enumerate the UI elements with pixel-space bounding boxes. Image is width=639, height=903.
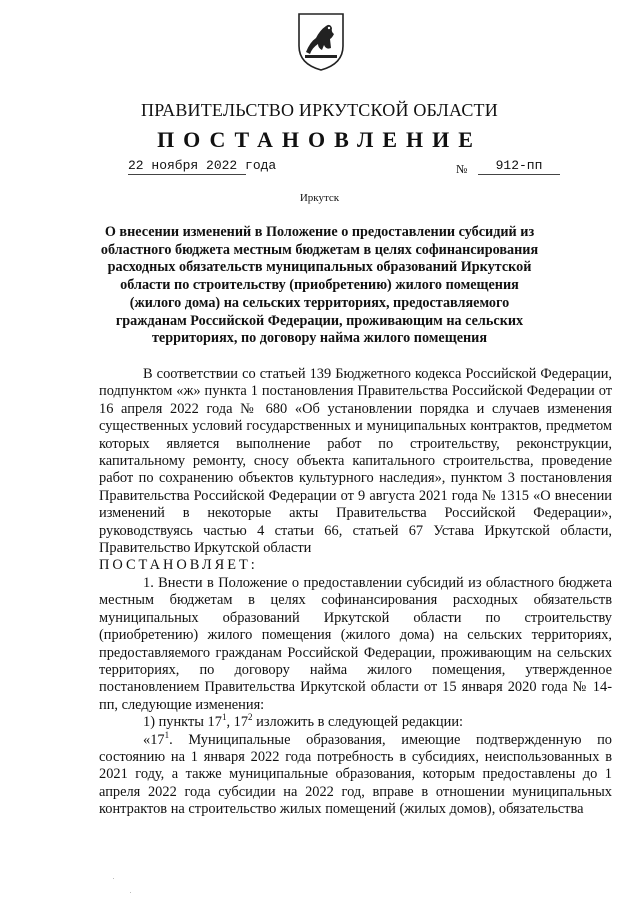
decree-date: 22 ноября 2022 года	[128, 158, 277, 173]
government-name: ПРАВИТЕЛЬСТВО ИРКУТСКОЙ ОБЛАСТИ	[141, 100, 498, 120]
quote-text: . Муниципальные образования, имеющие подтвержденную по состоянию на 1 января 2022 года потребность в субсидиях, неиспользованных в 2021 году, а также муниципальные образования, которым предоставлены до 1 апреля 2022 года субсидии на 2022 год, вправе в отношении муниципальных контрактов на строительство жилых помещений (жилых домов), обязательства	[99, 731, 612, 818]
number-sign: №	[456, 162, 468, 176]
subitem-1-paragraph	[99, 714, 612, 731]
item-1-paragraph: 1. Внести в Положение о предоставлении субсидий из областного бюджета местным бюджетам в целях софинансирования расходных обязательств муниципальных образований Иркутской области по строительству (приобретению) жилого помещения (жилого дома) на сельских территориях, предоставляемого гражданам Российской Федерации, проживающим на сельских территориях, по договору найма жилого помещения, утвержденное постановлением Правительства Иркутской области от 15 января 2020 года № 14-пп, следующие изменения:	[99, 574, 612, 713]
city-name: Иркутск	[299, 192, 340, 204]
coat-of-arms-emblem	[296, 12, 346, 72]
subitem-prefix: 1) пункты 17	[143, 714, 222, 731]
superscript-2: 2	[248, 712, 253, 723]
preamble-paragraph: В соответствии со статьей 139 Бюджетного кодекса Российской Федерации, подпунктом «ж» пункта 1 постановления Правительства Российской Федерации от 16 апреля 2022 года № 680 «Об установлении порядка и случаев изменения существенных условий государственных и муниципальных контрактов, предметом которых является выполнение работ по строительству, реконструкции, капитальному ремонту, сносу объекта капитального строительства, проведение работ по сохранению объектов культурного наследия», пунктом 3 постановления Правительства Российской Федерации от 9 августа 2021 года № 1315 «О внесении изменений в некоторые акты Правительства Российской Федерации», руководствуясь частью 4 статьи 66, статьей 67 Устава Иркутской области, Правительство Иркутской области	[99, 366, 612, 557]
decree-title: О внесении изменений в Положение о предоставлении субсидий из областного бюджета местным бюджетам в целях софинансирования расходных обязательств муниципальных образований Иркутской области по строительству (приобретению) жилого помещения (жилого дома) на сельских территориях, предоставляемого гражданам Российской Федерации, проживающим на сельских территориях, по договору найма жилого помещения	[100, 224, 539, 347]
subitem-middle: , 17	[226, 714, 249, 731]
decree-number: 912-пп	[478, 158, 560, 175]
superscript-1: 1	[221, 712, 227, 723]
quoted-clause-paragraph	[99, 729, 612, 819]
resolves-heading: ПОСТАНОВЛЯЕТ:	[99, 557, 258, 574]
scan-speck	[113, 878, 114, 879]
quote-prefix: «17	[143, 731, 165, 748]
document-type-heading: ПОСТАНОВЛЕНИЕ	[157, 127, 482, 152]
quote-superscript: 1	[164, 729, 170, 740]
subitem-suffix: изложить в следующей редакции:	[252, 714, 464, 731]
scan-speck	[130, 892, 131, 893]
document-body	[99, 366, 612, 819]
